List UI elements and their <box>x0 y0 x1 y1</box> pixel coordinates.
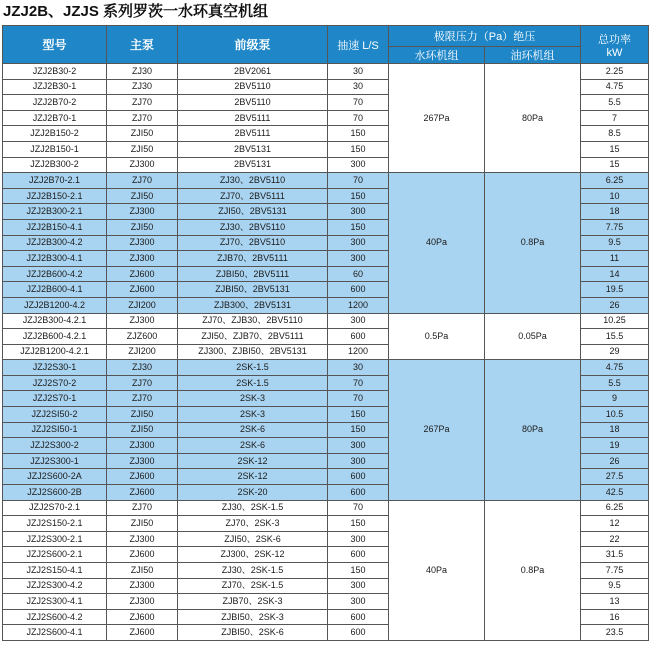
model-cell: JZJ2S150-4.1 <box>3 563 107 579</box>
model-cell: JZJ2S70-2.1 <box>3 500 107 516</box>
table-row <box>3 313 649 329</box>
speed-cell: 150 <box>328 516 389 532</box>
pre-pump-cell: ZJ70、ZJB30、2BV5110 <box>178 313 328 329</box>
speed-cell: 30 <box>328 360 389 376</box>
main-pump-cell: ZJ70 <box>107 173 178 189</box>
header-oil-ring: 油环机组 <box>485 47 581 64</box>
main-pump-cell: ZJ300 <box>107 157 178 173</box>
speed-cell: 300 <box>328 313 389 329</box>
pre-pump-cell: 2SK-12 <box>178 469 328 485</box>
speed-cell: 300 <box>328 578 389 594</box>
speed-cell: 600 <box>328 609 389 625</box>
main-pump-cell: ZJ30 <box>107 79 178 95</box>
pre-pump-cell: ZJ30、2SK-1.5 <box>178 563 328 579</box>
power-cell: 4.75 <box>581 360 649 376</box>
pre-pump-cell: 2SK-6 <box>178 438 328 454</box>
model-cell: JZJ2S30-1 <box>3 360 107 376</box>
main-pump-cell: ZJI50 <box>107 188 178 204</box>
main-pump-cell: ZJ300 <box>107 313 178 329</box>
power-cell: 9 <box>581 391 649 407</box>
speed-cell: 300 <box>328 531 389 547</box>
pre-pump-cell: ZJ30、2BV5110 <box>178 173 328 189</box>
model-cell: JZJ2S600-2.1 <box>3 547 107 563</box>
main-pump-cell: ZJI50 <box>107 219 178 235</box>
model-cell: JZJ2B300-4.2 <box>3 235 107 251</box>
main-pump-cell: ZJ300 <box>107 204 178 220</box>
power-cell: 8.5 <box>581 126 649 142</box>
pre-pump-cell: ZJ70、2SK-3 <box>178 516 328 532</box>
page-title: JZJ2B、JZJS 系列罗茨一水环真空机组 <box>3 3 269 20</box>
power-cell: 7.75 <box>581 563 649 579</box>
pre-pump-cell: 2BV5111 <box>178 110 328 126</box>
speed-cell: 150 <box>328 407 389 423</box>
header-model: 型号 <box>3 26 107 64</box>
header-main-pump: 主泵 <box>107 26 178 64</box>
main-pump-cell: ZJI50 <box>107 407 178 423</box>
model-cell: JZJ2B70-2.1 <box>3 173 107 189</box>
oil-ring-pressure-cell: 80Pa <box>485 360 581 500</box>
model-cell: JZJ2B70-2 <box>3 95 107 111</box>
speed-cell: 70 <box>328 173 389 189</box>
speed-cell: 150 <box>328 188 389 204</box>
pre-pump-cell: ZJ70、2BV5111 <box>178 188 328 204</box>
power-cell: 14 <box>581 266 649 282</box>
pre-pump-cell: 2BV5111 <box>178 126 328 142</box>
water-ring-pressure-cell: 267Pa <box>389 64 485 173</box>
main-pump-cell: ZJ600 <box>107 282 178 298</box>
speed-cell: 300 <box>328 438 389 454</box>
model-cell: JZJ2B150-2 <box>3 126 107 142</box>
pre-pump-cell: ZJ70、2SK-1.5 <box>178 578 328 594</box>
pre-pump-cell: ZJ300、ZJBI50、2BV5131 <box>178 344 328 360</box>
pre-pump-cell: 2SK-6 <box>178 422 328 438</box>
power-cell: 5.5 <box>581 375 649 391</box>
main-pump-cell: ZJI200 <box>107 297 178 313</box>
speed-cell: 300 <box>328 157 389 173</box>
main-pump-cell: ZJ70 <box>107 391 178 407</box>
header-water-ring: 水环机组 <box>389 47 485 64</box>
model-cell: JZJ2B300-2 <box>3 157 107 173</box>
main-pump-cell: ZJ70 <box>107 375 178 391</box>
power-cell: 2.25 <box>581 64 649 80</box>
model-cell: JZJ2S600-4.1 <box>3 625 107 641</box>
model-cell: JZJ2B300-4.1 <box>3 251 107 267</box>
main-pump-cell: ZJ300 <box>107 578 178 594</box>
speed-cell: 1200 <box>328 344 389 360</box>
pre-pump-cell: 2SK-3 <box>178 407 328 423</box>
pre-pump-cell: ZJBI50、2SK-6 <box>178 625 328 641</box>
oil-ring-pressure-cell: 0.8Pa <box>485 173 581 313</box>
pre-pump-cell: ZJ70、2BV5110 <box>178 235 328 251</box>
pre-pump-cell: ZJB70、2SK-3 <box>178 594 328 610</box>
pre-pump-cell: 2SK-12 <box>178 453 328 469</box>
main-pump-cell: ZJ300 <box>107 594 178 610</box>
main-pump-cell: ZJI200 <box>107 344 178 360</box>
main-pump-cell: ZJ300 <box>107 531 178 547</box>
model-cell: JZJ2S70-2 <box>3 375 107 391</box>
model-cell: JZJ2S600-4.2 <box>3 609 107 625</box>
power-cell: 27.5 <box>581 469 649 485</box>
model-cell: JZJ2S300-1 <box>3 453 107 469</box>
table-row <box>3 360 649 376</box>
speed-cell: 60 <box>328 266 389 282</box>
speed-cell: 70 <box>328 500 389 516</box>
model-cell: JZJ2B300-4.2.1 <box>3 313 107 329</box>
model-cell: JZJ2B600-4.2 <box>3 266 107 282</box>
speed-cell: 300 <box>328 453 389 469</box>
model-cell: JZJ2S150-2.1 <box>3 516 107 532</box>
pre-pump-cell: ZJ30、2BV5110 <box>178 219 328 235</box>
power-cell: 6.25 <box>581 500 649 516</box>
table-header <box>3 26 649 64</box>
spec-table <box>2 25 649 641</box>
power-cell: 13 <box>581 594 649 610</box>
model-cell: JZJ2B300-2.1 <box>3 204 107 220</box>
speed-cell: 600 <box>328 485 389 501</box>
power-cell: 15.5 <box>581 329 649 345</box>
speed-cell: 600 <box>328 282 389 298</box>
power-cell: 16 <box>581 609 649 625</box>
pre-pump-cell: 2SK-3 <box>178 391 328 407</box>
water-ring-pressure-cell: 40Pa <box>389 173 485 313</box>
power-cell: 23.5 <box>581 625 649 641</box>
water-ring-pressure-cell: 267Pa <box>389 360 485 500</box>
power-cell: 18 <box>581 422 649 438</box>
main-pump-cell: ZJ70 <box>107 110 178 126</box>
speed-cell: 70 <box>328 110 389 126</box>
main-pump-cell: ZJI50 <box>107 422 178 438</box>
power-cell: 19.5 <box>581 282 649 298</box>
power-cell: 18 <box>581 204 649 220</box>
pre-pump-cell: ZJI50、2SK-6 <box>178 531 328 547</box>
pre-pump-cell: 2SK-20 <box>178 485 328 501</box>
pre-pump-cell: ZJ30、2SK-1.5 <box>178 500 328 516</box>
pre-pump-cell: ZJBI50、2BV5111 <box>178 266 328 282</box>
speed-cell: 30 <box>328 64 389 80</box>
model-cell: JZJ2B1200-4.2 <box>3 297 107 313</box>
power-cell: 6.25 <box>581 173 649 189</box>
main-pump-cell: ZJ300 <box>107 235 178 251</box>
main-pump-cell: ZJ30 <box>107 64 178 80</box>
pre-pump-cell: ZJBI50、2BV5131 <box>178 282 328 298</box>
oil-ring-pressure-cell: 0.8Pa <box>485 500 581 640</box>
power-cell: 31.5 <box>581 547 649 563</box>
speed-cell: 1200 <box>328 297 389 313</box>
model-cell: JZJ2B150-2.1 <box>3 188 107 204</box>
pre-pump-cell: ZJB300、2BV5131 <box>178 297 328 313</box>
speed-cell: 600 <box>328 625 389 641</box>
pre-pump-cell: 2SK-1.5 <box>178 360 328 376</box>
power-cell: 12 <box>581 516 649 532</box>
speed-cell: 150 <box>328 563 389 579</box>
power-cell: 7 <box>581 110 649 126</box>
power-cell: 42.5 <box>581 485 649 501</box>
main-pump-cell: ZJ600 <box>107 469 178 485</box>
main-pump-cell: ZJ300 <box>107 438 178 454</box>
model-cell: JZJ2S300-2.1 <box>3 531 107 547</box>
speed-cell: 300 <box>328 204 389 220</box>
speed-cell: 150 <box>328 422 389 438</box>
speed-cell: 30 <box>328 79 389 95</box>
speed-cell: 70 <box>328 95 389 111</box>
speed-cell: 600 <box>328 469 389 485</box>
power-cell: 11 <box>581 251 649 267</box>
pre-pump-cell: ZJI50、2BV5131 <box>178 204 328 220</box>
speed-cell: 300 <box>328 594 389 610</box>
header-total-power <box>581 26 649 64</box>
header-limit-pressure: 极限压力（Pa）绝压 <box>389 26 581 47</box>
power-cell: 22 <box>581 531 649 547</box>
model-cell: JZJ2B600-4.2.1 <box>3 329 107 345</box>
speed-cell: 600 <box>328 547 389 563</box>
speed-cell: 150 <box>328 126 389 142</box>
main-pump-cell: ZJ600 <box>107 547 178 563</box>
model-cell: JZJ2S300-4.2 <box>3 578 107 594</box>
main-pump-cell: ZJI50 <box>107 141 178 157</box>
main-pump-cell: ZJI50 <box>107 126 178 142</box>
main-pump-cell: ZJ600 <box>107 625 178 641</box>
main-pump-cell: ZJ30 <box>107 360 178 376</box>
power-cell: 26 <box>581 453 649 469</box>
speed-cell: 70 <box>328 375 389 391</box>
table-row <box>3 64 649 80</box>
speed-cell: 150 <box>328 141 389 157</box>
power-cell: 5.5 <box>581 95 649 111</box>
power-cell: 29 <box>581 344 649 360</box>
oil-ring-pressure-cell: 80Pa <box>485 64 581 173</box>
water-ring-pressure-cell: 0.5Pa <box>389 313 485 360</box>
pre-pump-cell: ZJI50、ZJB70、2BV5111 <box>178 329 328 345</box>
power-cell: 15 <box>581 141 649 157</box>
model-cell: JZJ2S300-4.1 <box>3 594 107 610</box>
pre-pump-cell: 2BV5110 <box>178 79 328 95</box>
main-pump-cell: ZJ600 <box>107 266 178 282</box>
main-pump-cell: ZJ70 <box>107 95 178 111</box>
main-pump-cell: ZJ600 <box>107 609 178 625</box>
table-body <box>3 64 649 641</box>
power-cell: 19 <box>581 438 649 454</box>
main-pump-cell: ZJI50 <box>107 516 178 532</box>
main-pump-cell: ZJ600 <box>107 485 178 501</box>
pre-pump-cell: ZJ300、2SK-12 <box>178 547 328 563</box>
water-ring-pressure-cell: 40Pa <box>389 500 485 640</box>
power-cell: 10.25 <box>581 313 649 329</box>
main-pump-cell: ZJ70 <box>107 500 178 516</box>
model-cell: JZJ2B600-4.1 <box>3 282 107 298</box>
model-cell: JZJ2S70-1 <box>3 391 107 407</box>
model-cell: JZJ2S600-2B <box>3 485 107 501</box>
speed-cell: 300 <box>328 251 389 267</box>
pre-pump-cell: 2SK-1.5 <box>178 375 328 391</box>
main-pump-cell: ZJ300 <box>107 251 178 267</box>
model-cell: JZJ2B30-1 <box>3 79 107 95</box>
header-total-power-label: 总功率 <box>598 33 631 46</box>
pre-pump-cell: 2BV5131 <box>178 141 328 157</box>
main-pump-cell: ZJ300 <box>107 453 178 469</box>
pre-pump-cell: ZJB70、2BV5111 <box>178 251 328 267</box>
pre-pump-cell: ZJBI50、2SK-3 <box>178 609 328 625</box>
pre-pump-cell: 2BV5110 <box>178 95 328 111</box>
header-power-unit: kW <box>606 46 623 59</box>
oil-ring-pressure-cell: 0.05Pa <box>485 313 581 360</box>
model-cell: JZJ2B70-1 <box>3 110 107 126</box>
pre-pump-cell: 2BV2061 <box>178 64 328 80</box>
power-cell: 10.5 <box>581 407 649 423</box>
model-cell: JZJ2S300-2 <box>3 438 107 454</box>
main-pump-cell: ZJZ600 <box>107 329 178 345</box>
header-speed: 抽速 L/S <box>328 26 389 64</box>
model-cell: JZJ2B30-2 <box>3 64 107 80</box>
header-pre-pump: 前级泵 <box>178 26 328 64</box>
speed-cell: 70 <box>328 391 389 407</box>
model-cell: JZJ2S600-2A <box>3 469 107 485</box>
model-cell: JZJ2SI50-2 <box>3 407 107 423</box>
power-cell: 7.75 <box>581 219 649 235</box>
power-cell: 15 <box>581 157 649 173</box>
model-cell: JZJ2B150-1 <box>3 141 107 157</box>
pre-pump-cell: 2BV5131 <box>178 157 328 173</box>
table-row <box>3 173 649 189</box>
model-cell: JZJ2SI50-1 <box>3 422 107 438</box>
model-cell: JZJ2B1200-4.2.1 <box>3 344 107 360</box>
model-cell: JZJ2B150-4.1 <box>3 219 107 235</box>
speed-cell: 600 <box>328 329 389 345</box>
power-cell: 9.5 <box>581 578 649 594</box>
power-cell: 9.5 <box>581 235 649 251</box>
power-cell: 26 <box>581 297 649 313</box>
speed-cell: 300 <box>328 235 389 251</box>
speed-cell: 150 <box>328 219 389 235</box>
power-cell: 10 <box>581 188 649 204</box>
table-row <box>3 500 649 516</box>
power-cell: 4.75 <box>581 79 649 95</box>
main-pump-cell: ZJI50 <box>107 563 178 579</box>
